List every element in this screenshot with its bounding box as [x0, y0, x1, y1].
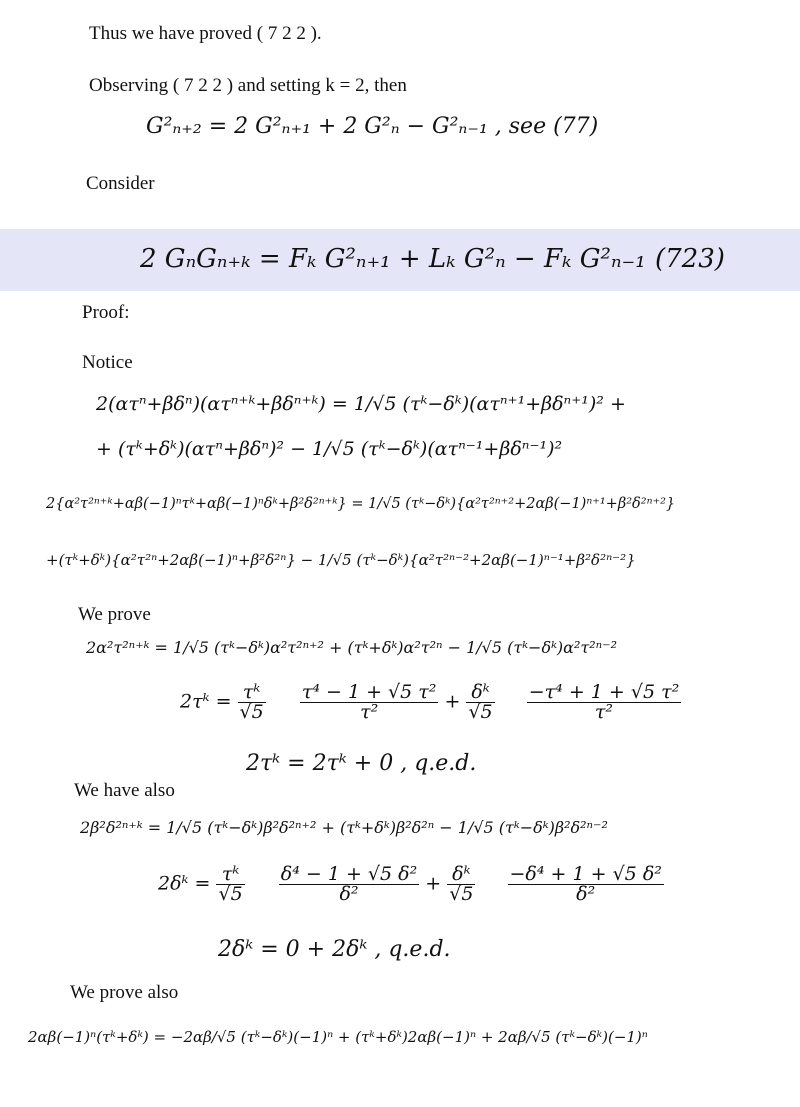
- equation-77: G²ₙ₊₂ = 2 G²ₙ₊₁ + 2 G²ₙ − G²ₙ₋₁ , see (77): [146, 114, 599, 139]
- prove-fraction-2-den: τ²: [360, 701, 379, 723]
- also-fraction-1: [216, 865, 244, 904]
- prove-fraction-4-num: −τ⁴ + 1 + √5 τ²: [528, 681, 680, 703]
- prove-line-2: 2τᵏ = $\frac{\text{τᵏ}}{√5}$ $\frac{\text{τ⁴ − 1 + √5 τ²}}{\text{τ²}}$ + $\frac{\text{δᵏ}}{√5}$ $\frac{\text{−τ⁴ + 1 + √5 τ²}}{\text{τ²}}$: [180, 681, 680, 723]
- also-line-2-lhs: 2δᵏ =: [158, 872, 211, 895]
- we-prove-text: We prove: [78, 604, 151, 625]
- prove-fraction-2-num: τ⁴ − 1 + √5 τ²: [301, 681, 437, 703]
- prove-fraction-3-den: √5: [468, 701, 493, 723]
- prove-fraction-3: [466, 683, 494, 722]
- equation-723: 2 GₙGₙ₊ₖ = Fₖ G²ₙ₊₁ + Lₖ G²ₙ − Fₖ G²ₙ₋₁: [140, 244, 646, 274]
- prove-line-1: 2α²τ²ⁿ⁺ᵏ = 1/√5 (τᵏ−δᵏ)α²τ²ⁿ⁺² + (τᵏ+δᵏ)α²τ²ⁿ − 1/√5 (τᵏ−δᵏ)α²τ²ⁿ⁻²: [86, 638, 617, 657]
- also-fraction-2: [279, 865, 419, 904]
- prove-fraction-2: [300, 683, 439, 722]
- also-fraction-1-num: τᵏ: [216, 865, 244, 885]
- prove-also-line-1: 2αβ(−1)ⁿ(τᵏ+δᵏ) = −2αβ/√5 (τᵏ−δᵏ)(−1)ⁿ + (τᵏ+δᵏ)2αβ(−1)ⁿ + 2αβ/√5 (τᵏ−δᵏ)(−1)ⁿ: [28, 1028, 648, 1046]
- also-fraction-3: [447, 865, 475, 904]
- we-prove-also-text: We prove also: [70, 982, 179, 1003]
- observing-text: Observing ( 7 2 2 ) and setting k = 2, then: [89, 75, 407, 96]
- prove-fraction-3-num: δᵏ: [466, 683, 494, 703]
- prove-line-3: 2τᵏ = 2τᵏ + 0 , q.e.d.: [246, 751, 477, 776]
- prove-fraction-4-den: τ²: [594, 701, 614, 723]
- consider-text: Consider: [86, 173, 155, 194]
- notice-line-2: + (τᵏ+δᵏ)(ατⁿ+βδⁿ)² − 1/√5 (τᵏ−δᵏ)(ατⁿ⁻¹+βδⁿ⁻¹)²: [96, 438, 563, 460]
- also-fraction-4-den: δ²: [576, 883, 596, 905]
- notice-text: Notice: [82, 352, 133, 373]
- also-line-2: 2δᵏ = $\frac{\text{τᵏ}}{√5}$ $\frac{\text{δ⁴ − 1 + √5 δ²}}{\text{δ²}}$ + $\frac{\text{δᵏ}}{√5}$ $\frac{\text{−δ⁴ + 1 + √5 δ²}}{\text{δ²}}$: [158, 863, 662, 905]
- thus-proved-text: Thus we have proved ( 7 2 2 ).: [89, 23, 322, 44]
- notice-line-3: 2{α²τ²ⁿ⁺ᵏ+αβ(−1)ⁿτᵏ+αβ(−1)ⁿδᵏ+β²δ²ⁿ⁺ᵏ} = 1/√5 (τᵏ−δᵏ){α²τ²ⁿ⁺²+2αβ(−1)ⁿ⁺¹+β²δ²ⁿ⁺²}: [46, 496, 676, 512]
- also-fraction-3-den: √5: [449, 883, 474, 905]
- also-fraction-4: [508, 865, 664, 904]
- also-line-3: 2δᵏ = 0 + 2δᵏ , q.e.d.: [218, 937, 451, 962]
- prove-fraction-1-num: τᵏ: [238, 683, 266, 703]
- also-fraction-4-num: −δ⁴ + 1 + √5 δ²: [509, 863, 662, 885]
- prove-fraction-1-den: √5: [239, 701, 264, 723]
- also-fraction-1-den: √5: [218, 883, 243, 905]
- also-fraction-2-den: δ²: [339, 883, 359, 905]
- equation-723-number: (723): [655, 244, 725, 274]
- also-fraction-3-num: δᵏ: [447, 865, 475, 885]
- notice-line-4: +(τᵏ+δᵏ){α²τ²ⁿ+2αβ(−1)ⁿ+β²δ²ⁿ} − 1/√5 (τᵏ−δᵏ){α²τ²ⁿ⁻²+2αβ(−1)ⁿ⁻¹+β²δ²ⁿ⁻²}: [46, 551, 636, 569]
- proof-label: Proof:: [82, 302, 130, 323]
- prove-line-2-lhs: 2τᵏ =: [180, 690, 232, 713]
- notice-line-1: 2(ατⁿ+βδⁿ)(ατⁿ⁺ᵏ+βδⁿ⁺ᵏ) = 1/√5 (τᵏ−δᵏ)(ατⁿ⁺¹+βδⁿ⁺¹)² +: [96, 393, 626, 415]
- also-line-1: 2β²δ²ⁿ⁺ᵏ = 1/√5 (τᵏ−δᵏ)β²δ²ⁿ⁺² + (τᵏ+δᵏ)β²δ²ⁿ − 1/√5 (τᵏ−δᵏ)β²δ²ⁿ⁻²: [80, 818, 608, 837]
- prove-fraction-4: [527, 683, 682, 722]
- we-have-also-text: We have also: [74, 780, 175, 801]
- also-fraction-2-num: δ⁴ − 1 + √5 δ²: [280, 863, 418, 885]
- prove-fraction-1: [238, 683, 266, 722]
